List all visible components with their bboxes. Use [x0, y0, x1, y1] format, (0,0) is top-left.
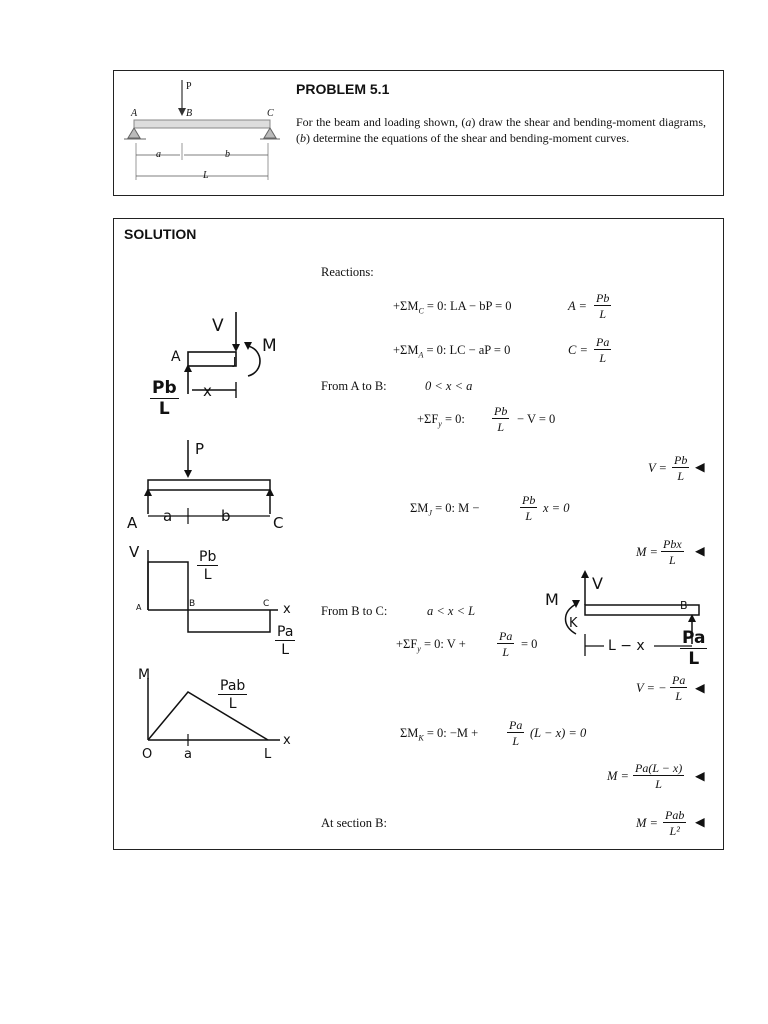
frac-m3: Pab L² — [665, 808, 685, 838]
answer-marker-m3: ◀ — [695, 815, 705, 829]
moment-o: O — [142, 747, 153, 762]
moment-a: a — [184, 747, 192, 762]
v1-result: V = — [648, 461, 667, 475]
fbd2-pa-l: $\frac{Pa}{L}$ — [682, 628, 706, 669]
eq-mc: $+\Sigma M_C = 0$: LA − bP = 0 — [393, 299, 512, 316]
frac-pa-l: $\frac{Pa}{L}$ — [596, 335, 610, 365]
fig-point-c: C — [267, 108, 274, 119]
fbd2-v: V — [592, 574, 603, 593]
beam-c: C — [273, 514, 284, 532]
fbd1-pb-l: $\frac{Pb}{L}$ — [152, 378, 177, 419]
frac-v2: $\frac{Pa}{L}$ — [672, 673, 686, 703]
fig-dim-b: b — [225, 149, 230, 160]
frac-pb-l: $\frac{Pb}{L}$ — [596, 291, 610, 321]
frac-v1: $\frac{Pb}{L}$ — [674, 453, 688, 483]
fbd1-x: x — [203, 382, 212, 400]
beam-dim-a: a — [163, 507, 173, 525]
eq-ma-result: C = — [568, 343, 588, 357]
beam-a: A — [127, 514, 138, 532]
shear-pb-l: $\frac{Pb}{L}$ — [199, 549, 217, 583]
fig-dim-l: L — [203, 170, 209, 181]
m3-result: M = — [636, 816, 658, 830]
fig-dim-a: a — [156, 149, 161, 160]
frac-fy2: $\frac{Pa}{L}$ — [499, 629, 513, 659]
shear-v: V — [129, 543, 140, 561]
moment-x: x — [283, 733, 291, 748]
fig-point-a: A — [131, 108, 138, 119]
frac-fy1-pb-l: $\frac{Pb}{L}$ — [494, 404, 508, 434]
v2-result: V = − — [636, 681, 667, 695]
section-b-label: At section B: — [321, 816, 387, 830]
frac-m2: $\frac{Pa(L - x)}{L}$ — [635, 761, 683, 791]
eq-ma: $+\Sigma M_A = 0$: LC − aP = 0 — [393, 343, 511, 360]
fbd2-lx: L − x — [608, 638, 645, 654]
fig-point-b: B — [186, 108, 193, 119]
eq-mc-result: A = — [568, 299, 587, 313]
eq-fy2-end: = 0 — [521, 637, 538, 651]
moment-m: M — [138, 667, 151, 683]
shear-pa-l: $\frac{Pa}{L}$ — [277, 624, 294, 658]
from-a-to-b: From A to B: — [321, 379, 387, 393]
fbd2-m: M — [545, 590, 559, 609]
range-ab: 0 < x < a — [425, 379, 473, 393]
eq-fy2: $+\Sigma F_y = 0$: V + — [396, 637, 466, 654]
fbd1-a: A — [171, 349, 181, 365]
fbd2-b: B — [680, 599, 688, 612]
from-b-to-c: From B to C: — [321, 604, 388, 618]
frac-m1: Pbx L — [663, 537, 682, 567]
shear-a: A — [136, 603, 142, 612]
beam-dim-b: b — [221, 507, 231, 525]
answer-marker-m1: ◀ — [695, 544, 705, 558]
m1-result: M = — [636, 545, 658, 559]
fbd1-v: V — [212, 316, 224, 336]
fbd2-k: K — [569, 616, 578, 631]
eq-mk: $\Sigma M_K = 0$: −M + — [400, 726, 479, 743]
frac-mj: $\frac{Pb}{L}$ — [522, 493, 536, 523]
fbd1-m: M — [262, 336, 277, 356]
beam-p: P — [195, 440, 205, 458]
range-bc: a < x < L — [427, 604, 476, 618]
moment-l: L — [264, 747, 272, 762]
problem-statement: For the beam and loading shown, (a) draw the shear and bending-moment diagrams, (b) determine the equations of the shear and bending-moment curves. — [296, 115, 707, 145]
reactions-label: Reactions: — [321, 265, 374, 279]
shear-c: C — [263, 599, 270, 609]
fig-load-label: P — [186, 81, 192, 92]
solution-title: SOLUTION — [124, 226, 197, 242]
eq-fy1-end: − V = 0 — [517, 412, 556, 426]
frac-mk: $\frac{Pa}{L}$ — [509, 718, 523, 748]
moment-pab-l: Pab L — [220, 678, 246, 712]
eq-mj: $\Sigma M_J = 0$: M − — [410, 501, 480, 518]
answer-marker-v1: ◀ — [695, 460, 705, 474]
problem-beam-figure — [122, 78, 282, 188]
shear-b: B — [189, 599, 196, 609]
eq-mk-end: (L − x) = 0 — [530, 726, 587, 740]
beam-sketch — [128, 440, 288, 530]
shear-x: x — [283, 602, 291, 617]
answer-marker-m2: ◀ — [695, 769, 705, 783]
eq-fy1: $+\Sigma F_y = 0$: — [417, 412, 465, 429]
fbd1-j: J — [233, 355, 237, 368]
answer-marker-v2: ◀ — [695, 681, 705, 695]
problem-title: PROBLEM 5.1 — [296, 81, 390, 97]
eq-mj-end: x = 0 — [543, 501, 570, 515]
m2-result: M = — [607, 769, 629, 783]
